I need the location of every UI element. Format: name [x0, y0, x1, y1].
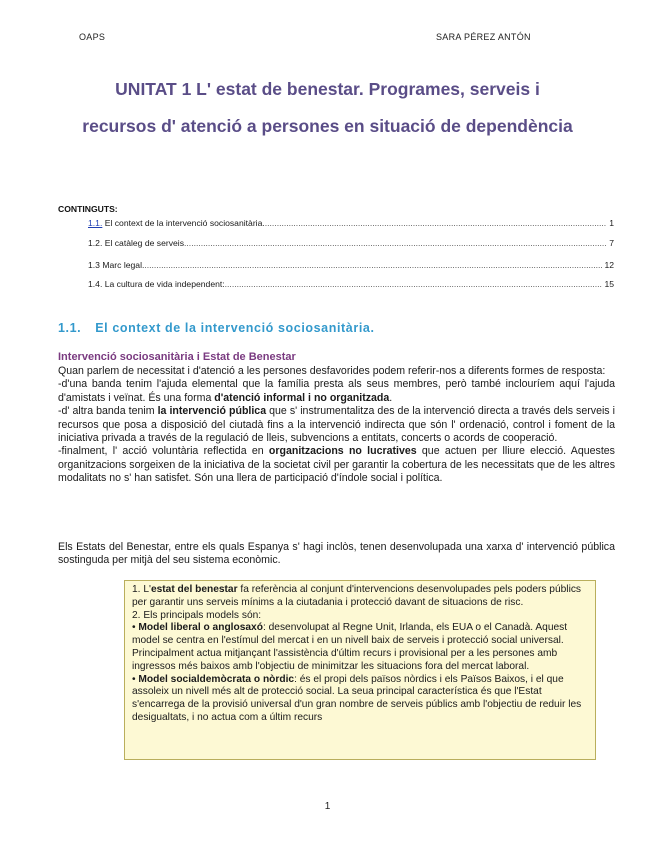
bold-phrase: la intervenció pública	[157, 405, 267, 418]
welfare-states-paragraph	[58, 541, 615, 568]
unit-title-line-2: recursos d' atenció a persones en situació de dependència	[82, 116, 573, 136]
section-title: El context de la intervenció sociosanitària.	[95, 321, 375, 335]
bold-phrase: Model liberal o anglosaxó	[138, 622, 263, 634]
toc-entry-text[interactable]: 1.4. La cultura de vida independent:	[88, 279, 225, 289]
toc-leader-dots	[225, 279, 603, 289]
toc-entry-1-1[interactable]	[88, 218, 614, 228]
box-point-1: 1. L'estat del benestar fa referència al conjunt d'intervencions desenvolupades pels poders públics per garantir uns serveis mínims a la ciutadania i protecció davant de situacions de risc.	[132, 584, 582, 608]
toc-leader-dots	[144, 260, 602, 270]
box-point-2: 2. Els principals models són:	[132, 609, 262, 621]
section-heading	[58, 321, 375, 335]
unit-title-line-1: UNITAT 1 L' estat de benestar. Programes, serveis i	[115, 79, 540, 99]
toc-page-number: 15	[604, 279, 614, 289]
toc-link-1-1[interactable]: 1.1.	[88, 218, 103, 228]
summary-box	[124, 580, 596, 760]
toc-entry-label[interactable]	[88, 218, 265, 228]
body-paragraphs	[58, 365, 615, 486]
bold-phrase: estat del benestar	[150, 584, 238, 595]
toc-page-number: 12	[604, 260, 614, 270]
response-item-informal: -d'una banda tenim l'ajuda elemental que la família presta als seus membres, però també inclouríem aquí l'ajuda d'amistats i veïnat. És una forma d'atenció informal i no organitzada.	[58, 378, 615, 404]
header-right: SARA PÉREZ ANTÓN	[436, 32, 531, 42]
bullet-icon: •	[132, 673, 139, 685]
bold-phrase: organitzacions no lucratives	[268, 445, 417, 458]
welfare-states-text: Els Estats del Benestar, entre els quals Espanya s' hagi inclòs, tenen desenvolupada una xarxa d' intervenció pública sostinguda per mitjà del seu sistema econòmic.	[58, 541, 615, 567]
response-item-public: -d' altra banda tenim la intervenció pública que s' instrumentalitza des de la intervenció directa a través dels serveis i recursos que posa a disposició del ciutadà fins a la intervenció indirecta que són l' ordenació, control i foment de la iniciativa privada a través de la regulació de lleis, subvencions a entitats, concerts o acords de cooperació.	[58, 405, 615, 445]
header-left: OAPS	[79, 32, 106, 42]
toc-leader-dots	[265, 218, 607, 228]
box-model-liberal: • Model liberal o anglosaxó: desenvolupat al Regne Unit, Irlanda, els EUA o el Canadà. Aquest model se centra en l'estímul del mercat i en un nivell baix de serveis i protecció social universal. Principalment actua mitjançant l'assistència d'últim recurs i provisional per a les persones amb ingressos més baixos amb l'objectiu de minimitzar les situacions fora del mercat laboral.	[132, 622, 568, 672]
toc-entry-text[interactable]: El context de la intervenció sociosanitària.	[102, 218, 265, 228]
bold-phrase: d'atenció informal i no organitzada	[214, 391, 390, 404]
toc-entry-1-3[interactable]	[88, 260, 614, 270]
section-number: 1.1.	[58, 321, 82, 335]
toc-page-number: 7	[609, 238, 614, 248]
page-number: 1	[324, 801, 331, 812]
toc-entry-1-2[interactable]	[88, 238, 614, 248]
toc-page-number: 1	[609, 218, 614, 228]
intro-paragraph: Quan parlem de necessitat i d'atenció a les persones desfavorides podem referir-nos a diferents formes de resposta:	[58, 365, 606, 377]
toc-entry-text[interactable]: 1.3 Marc legal.	[88, 260, 145, 270]
toc-entry-text[interactable]: 1.2. El catàleg de serveis	[88, 238, 185, 248]
toc-entry-1-4[interactable]	[88, 279, 614, 289]
bullet-icon: •	[132, 622, 139, 634]
response-item-voluntary: -finalment, l' acció voluntària reflectida en organitzacions no lucratives que actuen per lliure elecció. Aquestes organitzacions sorgeixen de la iniciativa de la societat civil per garantir la cobertura de les necessitats que de les altres modalitats no s' han satisfet. Són una llera de participació d'índole social i política.	[58, 445, 615, 485]
box-model-nordic: • Model socialdemòcrata o nòrdic: és el propi dels països nòrdics i els Països Baixos, i el que assoleix un nivell més alt de protecció social. La seua principal característica és que l'Estat s'encarrega de la provisió universal d'un gran nombre de serveis públics amb l'objectiu de reduir les desigualtats, i no actua com a últim recurs	[132, 673, 582, 723]
subsection-heading: Intervenció sociosanitària i Estat de Benestar	[58, 351, 296, 363]
toc-heading: CONTINGUTS:	[58, 204, 118, 214]
toc-leader-dots	[184, 238, 607, 248]
bold-phrase: Model socialdemòcrata o nòrdic	[138, 673, 295, 685]
